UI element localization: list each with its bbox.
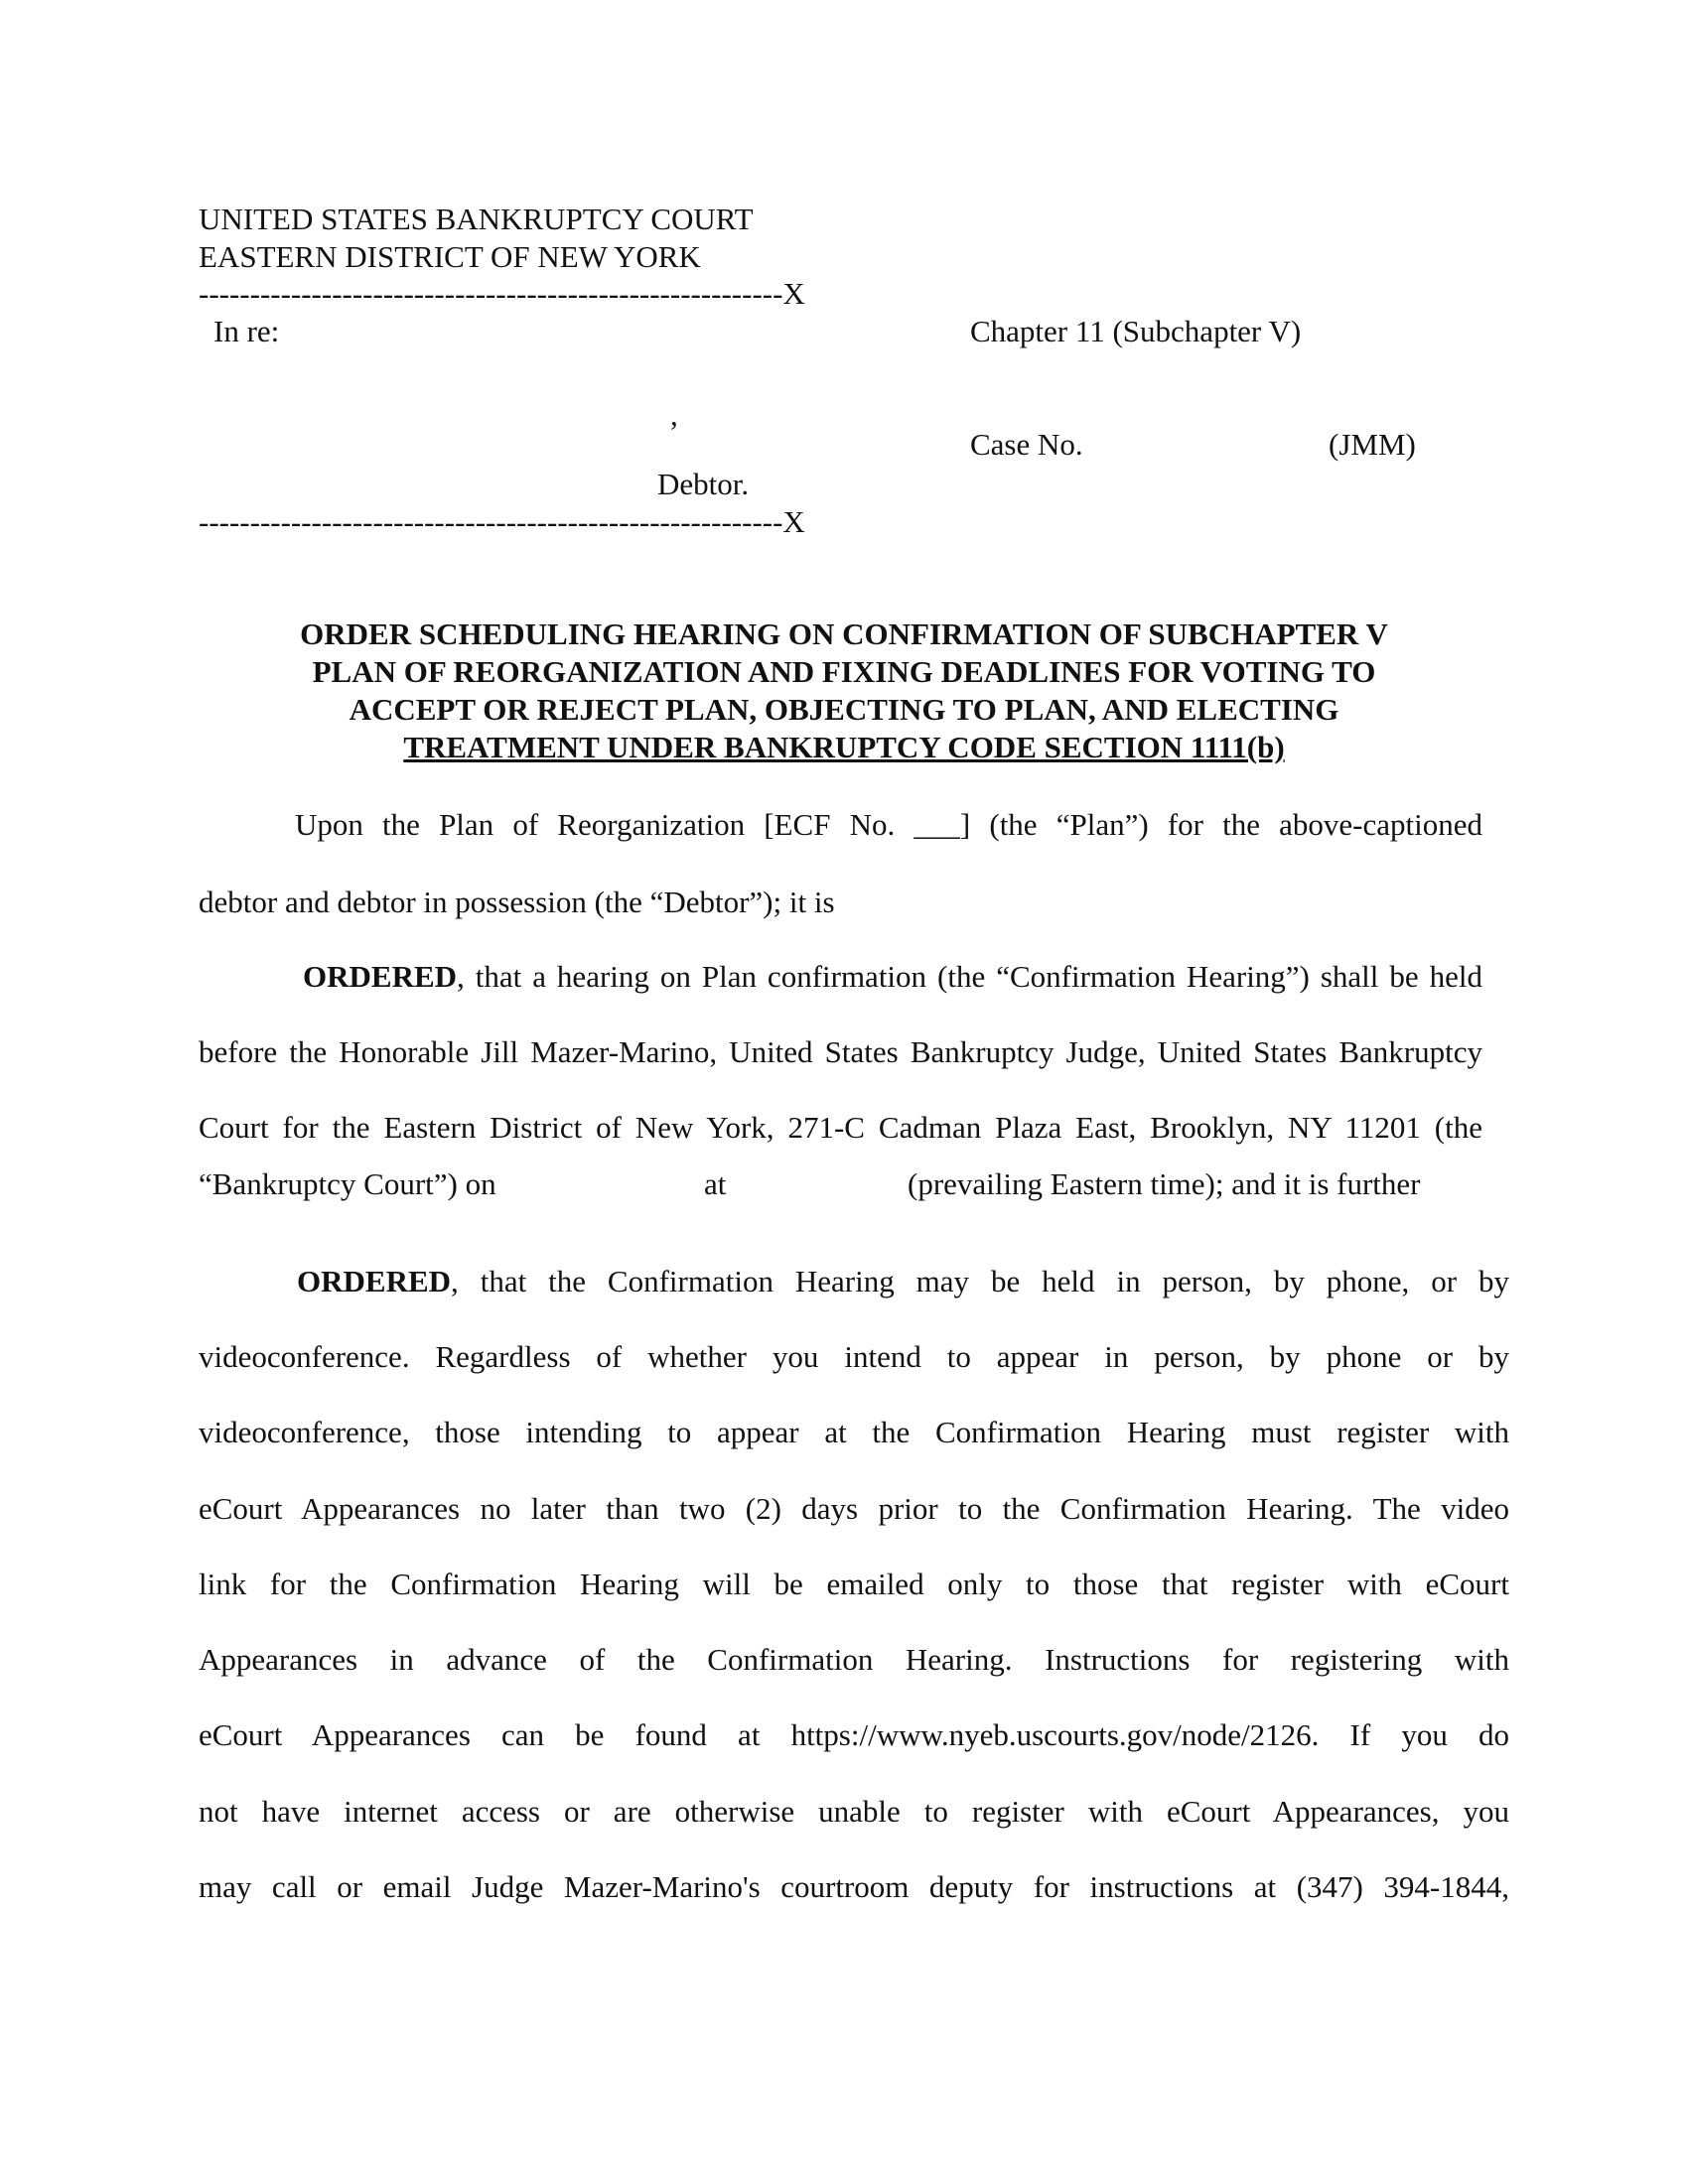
in-re-label: In re: (213, 314, 280, 348)
ordered-heading-2: ORDERED (297, 1264, 452, 1298)
title-line-2: PLAN OF REORGANIZATION AND FIXING DEADLINES FOR VOTING TO (312, 654, 1376, 689)
p3-line-4: eCourt Appearances no later than two (2) days prior to the Confirmation Hearing. The video (199, 1490, 1509, 1526)
p2-line-4-c: (prevailing Eastern time); and it is further (908, 1166, 1421, 1201)
order-title (199, 615, 1489, 766)
court-name: UNITED STATES BANKRUPTCY COURT (199, 202, 754, 236)
paragraph-hearing-first-line (303, 939, 1482, 1015)
p3-line-3: videoconference, those intending to appear at the Confirmation Hearing must register with (199, 1415, 1509, 1450)
p2-line-1-text: , that a hearing on Plan confirmation (the “Confirmation Hearing”) shall be held (457, 959, 1482, 994)
debtor-name-comma: , (670, 397, 678, 432)
p3-line-1-text: , that the Confirmation Hearing may be held in person, by phone, or by (451, 1264, 1509, 1298)
p2-line-4-a: “Bankruptcy Court”) on (199, 1166, 496, 1201)
p2-line-2: before the Honorable Jill Mazer-Marino, United States Bankruptcy Judge, United States Bankruptcy (199, 1034, 1482, 1069)
paragraph-appearance-first-line (297, 1244, 1509, 1319)
judge-initials: (JMM) (1329, 427, 1416, 462)
p3-line-9: may call or email Judge Mazer-Marino's courtroom deputy for instructions at (347) 394-1844, (199, 1869, 1509, 1905)
debtor-label: Debtor. (657, 467, 750, 501)
title-line-3: ACCEPT OR REJECT PLAN, OBJECTING TO PLAN, AND ELECTING (349, 692, 1339, 727)
paragraph-appearance (199, 1319, 1509, 1925)
p1-line-1: Upon the Plan of Reorganization [ECF No. ___] (the “Plan”) for the above-captioned (295, 807, 1482, 842)
p3-line-7: eCourt Appearances can be found at https://www.nyeb.uscourts.gov/node/2126. If you do (199, 1717, 1509, 1753)
p3-line-6: Appearances in advance of the Confirmation Hearing. Instructions for registering with (199, 1642, 1509, 1678)
p3-line-8: not have internet access or are otherwise unable to register with eCourt Appearances, you (199, 1793, 1509, 1829)
p2-line-1 (303, 939, 1482, 1015)
paragraph-plan (295, 787, 1482, 863)
p3-line-1 (297, 1244, 1509, 1319)
title-line-4: TREATMENT UNDER BANKRUPTCY CODE SECTION 1111(b) (403, 730, 1285, 764)
chapter-label: Chapter 11 (Subchapter V) (970, 314, 1302, 348)
title-line-1: ORDER SCHEDULING HEARING ON CONFIRMATION OF SUBCHAPTER V (300, 616, 1388, 651)
p1-line-2: debtor and debtor in possession (the “Debtor”); it is (199, 885, 835, 919)
caption-separator-top: ---------------------------------------------------------X (199, 276, 805, 311)
p2-line-4-b: at (704, 1166, 727, 1201)
case-number-label: Case No. (970, 427, 1083, 462)
court-district: EASTERN DISTRICT OF NEW YORK (199, 239, 701, 274)
ordered-heading: ORDERED (303, 959, 458, 994)
caption-separator-bottom: ---------------------------------------------------------X (199, 504, 805, 539)
p2-line-3: Court for the Eastern District of New York, 271-C Cadman Plaza East, Brooklyn, NY 11201 (the (199, 1110, 1482, 1146)
p3-line-5: link for the Confirmation Hearing will be emailed only to those that register with eCourt (199, 1566, 1509, 1601)
paragraph-hearing (199, 1015, 1482, 1166)
p3-line-2: videoconference. Regardless of whether you intend to appear in person, by phone or by (199, 1339, 1509, 1374)
